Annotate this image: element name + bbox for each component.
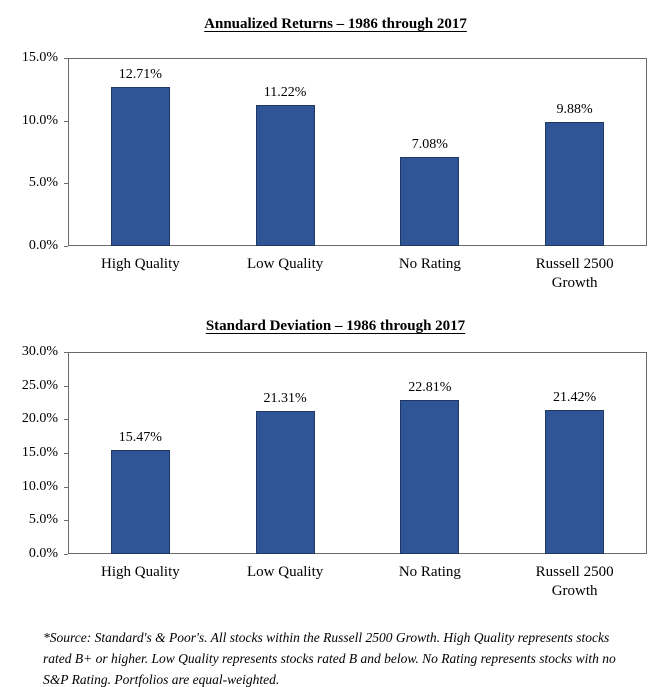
- bar-value-label: 21.31%: [263, 390, 307, 406]
- standard-deviation-chart-title: Standard Deviation – 1986 through 2017: [205, 318, 466, 334]
- y-axis-tick-mark: [64, 121, 68, 122]
- y-axis-tick-mark: [64, 183, 68, 184]
- y-axis-tick-label: 5.0%: [28, 175, 58, 191]
- bar-low-quality: [256, 105, 315, 246]
- bar-value-label: 9.88%: [556, 102, 593, 118]
- y-axis-tick-label: 10.0%: [21, 478, 58, 494]
- x-axis-category-label: Low Quality: [247, 564, 324, 580]
- y-axis-tick-label: 15.0%: [21, 50, 58, 65]
- bar-value-label: 11.22%: [263, 85, 307, 101]
- source-footnote-line: rated B+ or higher. Low Quality represents stocks rated B and below. No Rating represents stocks with no: [43, 651, 616, 666]
- y-axis-tick-label: 0.0%: [28, 238, 58, 253]
- y-axis-tick-mark: [64, 554, 68, 555]
- x-axis-category-label: Russell 2500 Growth: [535, 256, 614, 291]
- bar-value-label: 21.42%: [553, 389, 597, 405]
- y-axis-tick-mark: [64, 246, 68, 247]
- source-footnote-line: S&P Rating. Portfolios are equal-weighted.: [43, 672, 280, 687]
- bar-russell-2500-growth: [545, 410, 604, 554]
- x-axis-category-label: No Rating: [398, 564, 461, 580]
- x-axis-category-label: High Quality: [101, 564, 180, 580]
- y-axis-tick-label: 10.0%: [21, 112, 58, 128]
- bar-value-label: 12.71%: [118, 66, 162, 82]
- bar-value-label: 22.81%: [408, 380, 452, 396]
- x-axis-category-label: Low Quality: [247, 256, 324, 272]
- bar-no-rating: [400, 400, 459, 554]
- bar-low-quality: [256, 411, 315, 554]
- y-axis-tick-label: 5.0%: [28, 512, 58, 528]
- y-axis-tick-label: 20.0%: [21, 411, 58, 427]
- y-axis-tick-mark: [64, 487, 68, 488]
- y-axis-tick-label: 30.0%: [21, 344, 58, 359]
- bar-value-label: 7.08%: [411, 137, 448, 153]
- bar-russell-2500-growth: [545, 122, 604, 246]
- x-axis-category-label: Russell 2500 Growth: [535, 564, 614, 599]
- x-axis-category-label: High Quality: [101, 256, 180, 272]
- bar-high-quality: [111, 450, 170, 554]
- source-footnote-line: *Source: Standard's & Poor's. All stocks within the Russell 2500 Growth. High Quality represents stocks: [43, 630, 610, 645]
- bar-no-rating: [400, 157, 459, 246]
- bar-value-label: 15.47%: [118, 429, 162, 445]
- y-axis-tick-label: 0.0%: [28, 546, 58, 561]
- y-axis-tick-mark: [64, 58, 68, 59]
- y-axis-tick-label: 15.0%: [21, 445, 58, 460]
- y-axis-tick-mark: [64, 386, 68, 387]
- y-axis-tick-mark: [64, 453, 68, 454]
- y-axis-tick-mark: [64, 520, 68, 521]
- annualized-returns-chart-title: Annualized Returns – 1986 through 2017: [204, 16, 467, 32]
- x-axis-category-label: No Rating: [398, 256, 461, 272]
- y-axis-tick-label: 25.0%: [21, 377, 58, 393]
- source-footnote: [43, 627, 653, 687]
- y-axis-tick-mark: [64, 352, 68, 353]
- y-axis-tick-mark: [64, 419, 68, 420]
- bar-high-quality: [111, 87, 170, 246]
